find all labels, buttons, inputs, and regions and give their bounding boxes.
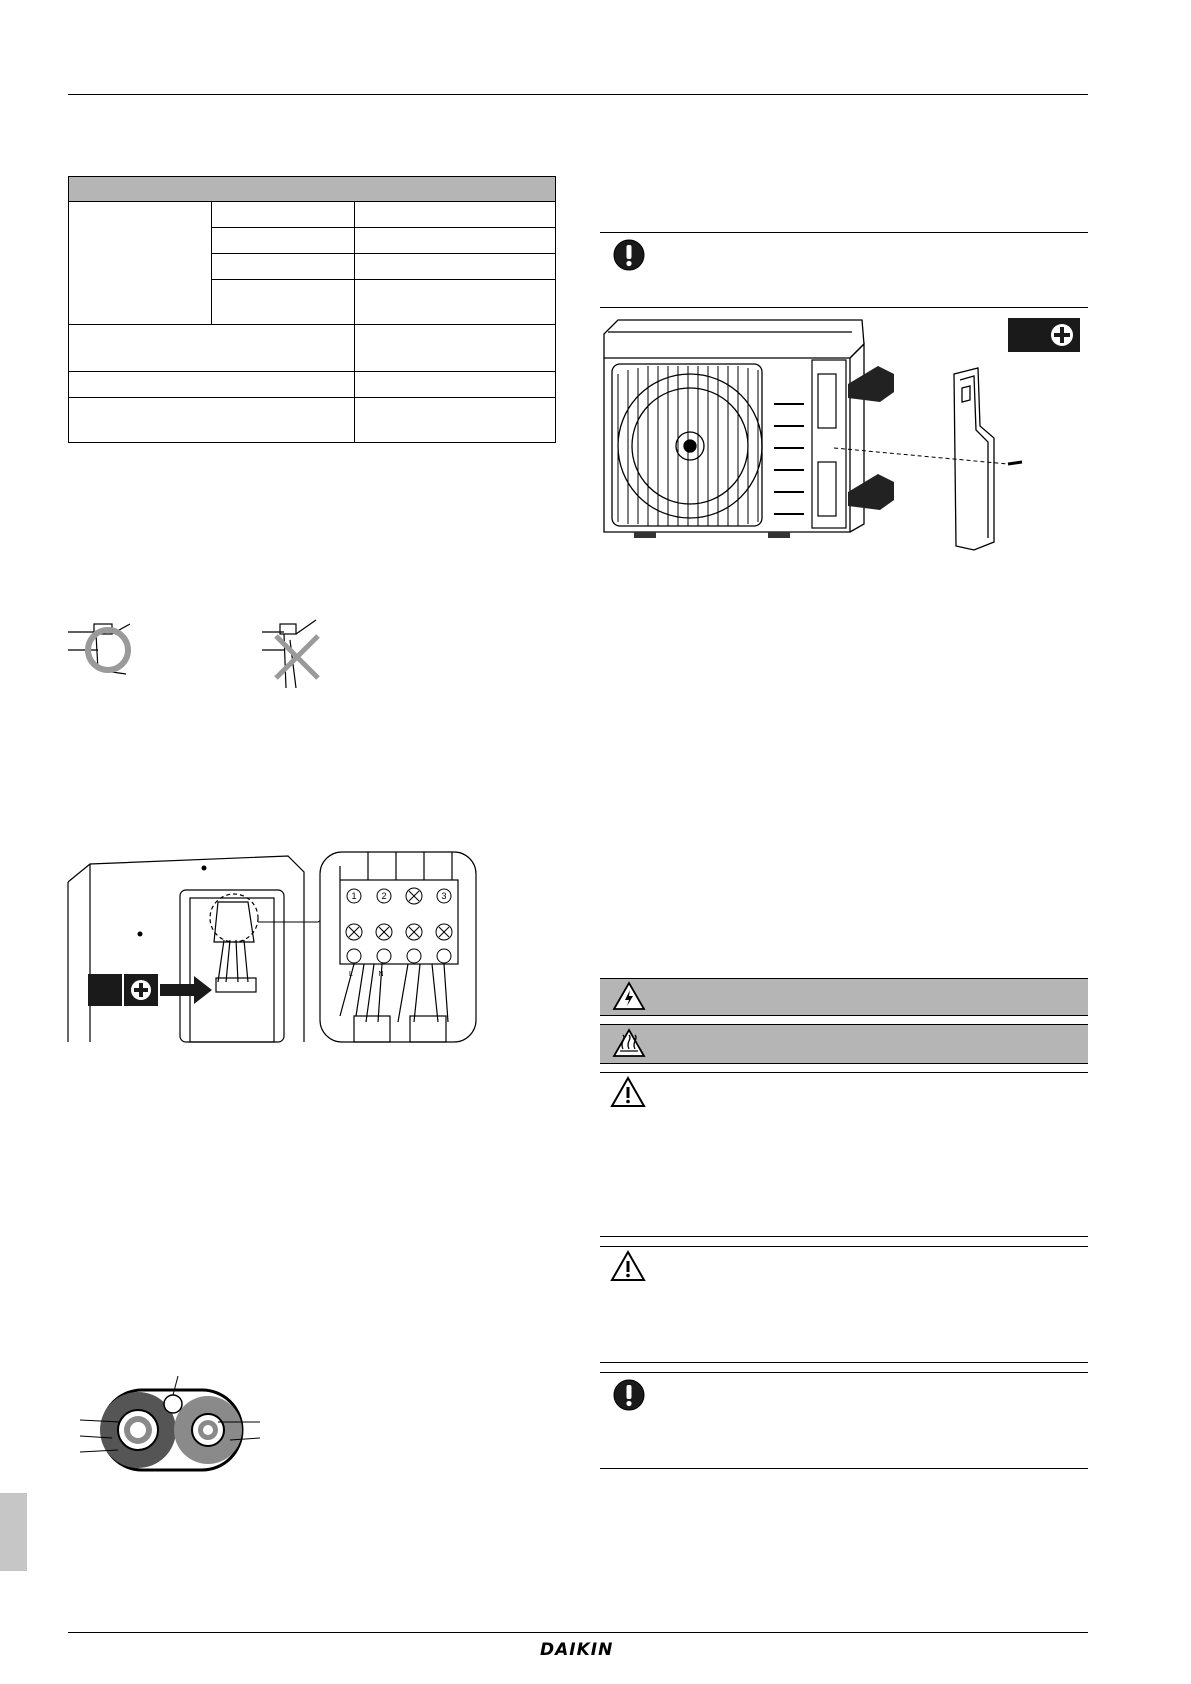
table-cell bbox=[355, 325, 556, 372]
header-rule bbox=[68, 94, 1088, 95]
table-cell bbox=[355, 280, 556, 325]
terminal-label: N bbox=[378, 971, 384, 978]
clamp-correct-illustration bbox=[68, 620, 148, 690]
caution-rule-top bbox=[600, 1072, 1088, 1073]
terminal-label: L bbox=[349, 971, 353, 978]
table-cell bbox=[212, 228, 355, 254]
pipe-insulation-illustration bbox=[80, 1380, 270, 1470]
notice-rule-bottom bbox=[600, 307, 1088, 308]
table-cell bbox=[355, 202, 556, 228]
table-cell bbox=[355, 372, 556, 398]
hot-surface-icon bbox=[612, 1027, 646, 1059]
terminal-number: 1 bbox=[351, 891, 357, 901]
table-cell bbox=[69, 398, 355, 443]
clamp-incorrect-illustration bbox=[262, 620, 342, 690]
notice-rule-bottom bbox=[600, 1468, 1088, 1469]
table-cell bbox=[69, 325, 355, 372]
notice-rule-top bbox=[600, 1372, 1088, 1373]
caution-rule-bottom bbox=[600, 1362, 1088, 1363]
table-cell bbox=[69, 202, 212, 325]
exclamation-circle-icon bbox=[612, 1378, 646, 1412]
side-language-tab bbox=[0, 1493, 27, 1571]
table-cell bbox=[212, 280, 355, 325]
wiring-illustration bbox=[68, 852, 478, 1042]
exclamation-circle-icon bbox=[612, 238, 646, 272]
caution-rule-bottom bbox=[600, 1236, 1088, 1237]
caution-rule-top bbox=[600, 1246, 1088, 1247]
table-cell bbox=[69, 372, 355, 398]
electric-hazard-bar bbox=[600, 978, 1088, 1016]
terminal-number: 3 bbox=[441, 891, 447, 901]
footer-rule bbox=[68, 1632, 1088, 1633]
hot-surface-bar bbox=[600, 1024, 1088, 1064]
table-cell bbox=[355, 254, 556, 280]
daikin-logo: DAIKIN bbox=[540, 1640, 614, 1660]
warning-triangle-icon bbox=[610, 1076, 646, 1108]
electric-hazard-icon bbox=[612, 980, 646, 1012]
spec-table bbox=[68, 176, 556, 443]
table-cell bbox=[355, 398, 556, 443]
warning-triangle-icon bbox=[610, 1250, 646, 1282]
terminal-number: 2 bbox=[381, 891, 387, 901]
table-cell bbox=[212, 254, 355, 280]
table-header bbox=[69, 177, 556, 202]
table-cell bbox=[355, 228, 556, 254]
table-cell bbox=[212, 202, 355, 228]
outdoor-unit-illustration bbox=[598, 314, 1058, 564]
notice-rule-top bbox=[600, 232, 1088, 233]
